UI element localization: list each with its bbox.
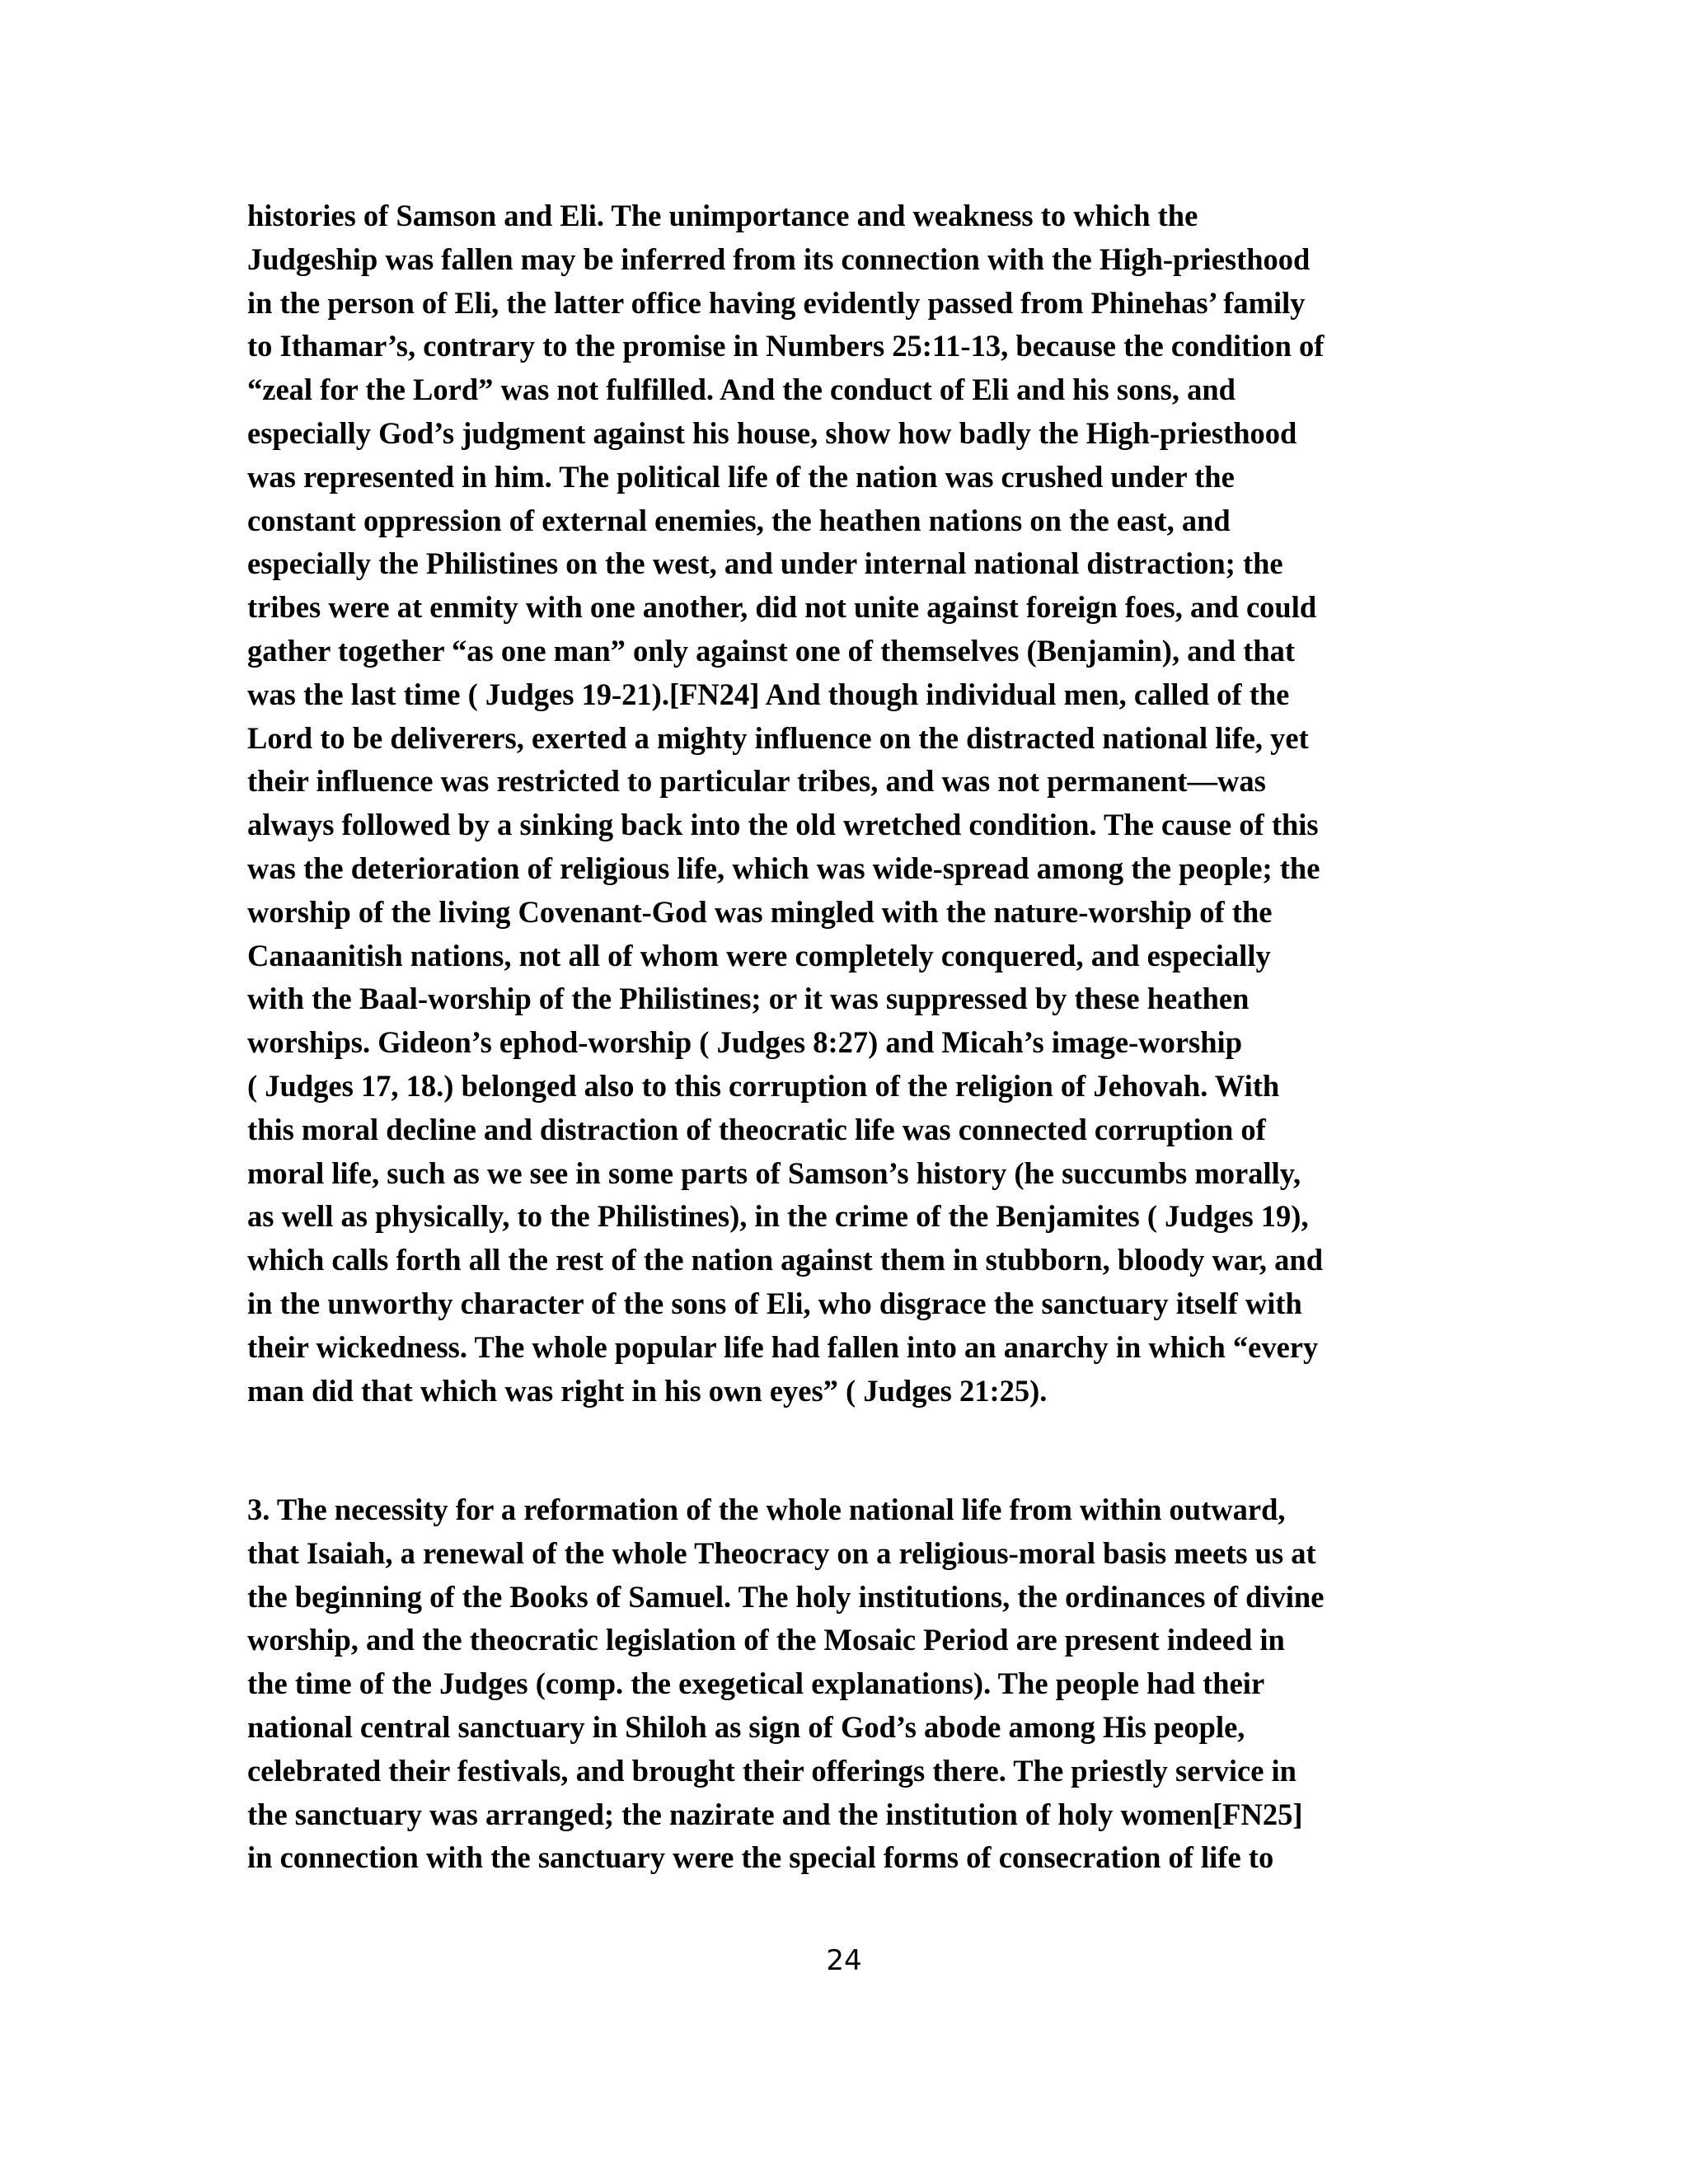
text-line: constant oppression of external enemies, the heathen nations on the east, and [247,503,1231,537]
text-line: national central sanctuary in Shiloh as sign of God’s abode among His people, [247,1709,1245,1744]
text-line: in the person of Eli, the latter office having evidently passed from Phinehas’ family [247,285,1306,320]
text-line: was the deterioration of religious life, which was wide-spread among the people; the [247,851,1320,885]
text-line: especially God’s judgment against his house, show how badly the High-priesthood [247,415,1297,450]
text-line: Canaanitish nations, not all of whom were completely conquered, and especially [247,938,1271,972]
text-line: especially the Philistines on the west, and under internal national distraction; the [247,546,1283,581]
text-line: tribes were at enmity with one another, did not unite against foreign foes, and could [247,590,1317,625]
text-line: celebrated their festivals, and brought their offerings there. The priestly service in [247,1753,1296,1788]
text-line: as well as physically, to the Philistines), in the crime of the Benjamites ( Judges 19), [247,1199,1309,1234]
text-line: in connection with the sanctuary were the special forms of consecration of life to [247,1840,1274,1875]
text-line: this moral decline and distraction of theocratic life was connected corruption of [247,1112,1266,1146]
text-line: to Ithamar’s, contrary to the promise in Numbers 25:11-13, because the condition of [247,329,1325,363]
text-line: the time of the Judges (comp. the exegetical explanations). The people had their [247,1666,1265,1701]
text-line: was the last time ( Judges 19-21).[FN24] And though individual men, called of the [247,677,1290,711]
paragraph-1 [247,194,1442,1413]
text-line: gather together “as one man” only against one of themselves (Benjamin), and that [247,633,1296,668]
text-line: their wickedness. The whole popular life had fallen into an anarchy in which “every [247,1329,1319,1364]
text-line: the sanctuary was arranged; the nazirate and the institution of holy women[FN25] [247,1797,1303,1831]
text-line: the beginning of the Books of Samuel. The holy institutions, the ordinances of divine [247,1579,1325,1614]
text-line: worship of the living Covenant-God was mingled with the nature-worship of the [247,894,1273,929]
text-line: worship, and the theocratic legislation of the Mosaic Period are present indeed in [247,1623,1285,1657]
text-line: histories of Samson and Eli. The unimportance and weakness to which the [247,199,1198,232]
text-line: moral life, such as we see in some parts of Samson’s history (he succumbs morally, [247,1155,1301,1190]
text-line: was represented in him. The political life of the nation was crushed under the [247,459,1235,494]
paragraph-2 [247,1488,1442,1880]
text-line: always followed by a sinking back into the old wretched condition. The cause of this [247,808,1319,842]
page-number: 24 [826,1944,862,1977]
text-line: ( Judges 17, 18.) belonged also to this corruption of the religion of Jehovah. With [247,1068,1280,1103]
text-line: “zeal for the Lord” was not fulfilled. And the conduct of Eli and his sons, and [247,373,1236,407]
text-line: their influence was restricted to particular tribes, and was not permanent—was [247,764,1266,799]
text-line: Judgeship was fallen may be inferred from its connection with the High-priesthood [247,241,1311,276]
text-line: with the Baal-worship of the Philistines; or it was suppressed by these heathen [247,982,1250,1016]
text-line: in the unworthy character of the sons of Eli, who disgrace the sanctuary itself with [247,1286,1302,1320]
text-line: 3. The necessity for a reformation of the whole national life from within outward, [247,1493,1286,1526]
text-line: worships. Gideon’s ephod-worship ( Judges 8:27) and Micah’s image-worship [247,1025,1242,1060]
text-line: which calls forth all the rest of the nation against them in stubborn, bloody war, and [247,1243,1324,1277]
text-line: man did that which was right in his own eyes” ( Judges 21:25). [247,1373,1048,1408]
text-line: Lord to be deliverers, exerted a mighty influence on the distracted national life, yet [247,720,1309,755]
text-line: that Isaiah, a renewal of the whole Theocracy on a religious-moral basis meets us at [247,1535,1316,1570]
